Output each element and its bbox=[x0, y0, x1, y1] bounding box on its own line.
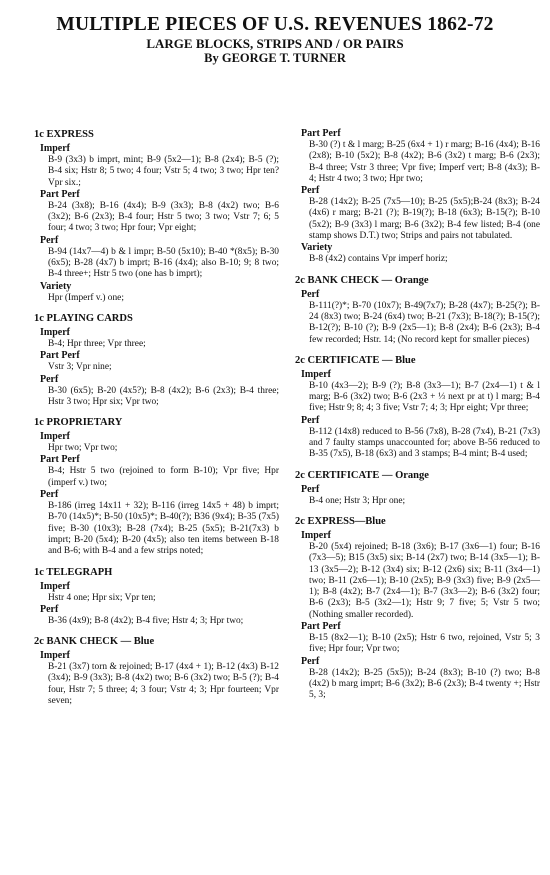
listing-group bbox=[40, 189, 279, 235]
stamp-section bbox=[34, 566, 279, 628]
article-columns bbox=[34, 128, 540, 715]
listing-text: B-36 (4x9); B-8 (4x2); B-4 five; Hstr 4; 3; Hpr two; bbox=[48, 615, 244, 626]
listing-text: B-28 (14x2); B-25 (7x5—10); B-25 (5x5);B-24 (8x3); B-24 (4x6) r marg; B-21 (?); B-19(?); B-18 (6x3); B-15(?); B-10 (5x2); B-9 (3x3) l marg; B-6 (3x2); B-4 few listed; B-4 (one stamp shows D.T.) two; Strips and pairs not tabulated. bbox=[309, 197, 540, 242]
listing-text: B-30 (?) t & l marg; B-25 (6x4 + 1) r marg; B-16 (4x4); B-16 (2x8); B-10 (5x2); B-8 (4x2); B-6 (3x2) t marg; B-6 (2x3); B-4 three; Vstr 3 three; Vpr five; Imperf vert; B-8 (4x3); B-4; Hstr 4 two; 3 two; Hpr two; bbox=[309, 140, 540, 184]
listing-text: Hstr 4 one; Hpr six; Vpr ten; bbox=[48, 592, 156, 603]
listing-text: Hpr two; Vpr two; bbox=[48, 443, 118, 454]
listing-text: B-10 (4x3—2); B-9 (?); B-8 (3x3—1); B-7 (2x4—1) t & l marg; B-6 (3x2) two; B-6 (2x3 + ⅓ next pr at t) l marg; B-4 five; Hstr 9; 8; 4; 3 five; Vstr 7; 4; 3; Hpr eight; Vpr three; bbox=[309, 380, 540, 414]
listing-group bbox=[40, 281, 279, 304]
stamp-section bbox=[295, 469, 540, 507]
listing-text: B-4 one; Hstr 3; Hpr one; bbox=[309, 495, 406, 506]
listing-group bbox=[301, 242, 540, 265]
listing-subheading: Part Perf bbox=[40, 454, 80, 466]
listing-subheading: Imperf bbox=[301, 529, 331, 541]
listing-subheading: Part Perf bbox=[301, 621, 341, 633]
listing-text: B-30 (6x5); B-20 (4x5?); B-8 (4x2); B-6 (2x3); B-4 three; Hstr 3 two; Hpr six; Vpr two; bbox=[48, 385, 279, 407]
listing-group bbox=[301, 128, 540, 185]
listing-group bbox=[301, 369, 540, 415]
listing-text: B-8 (4x2) contains Vpr imperf horiz; bbox=[309, 254, 448, 265]
listing-subheading: Part Perf bbox=[40, 350, 80, 362]
stamp-section bbox=[34, 416, 279, 557]
listing-group bbox=[40, 235, 279, 281]
listing-subheading: Imperf bbox=[40, 580, 70, 592]
section-heading: 2c BANK CHECK — Blue bbox=[34, 636, 155, 648]
section-heading: 1c PROPRIETARY bbox=[34, 417, 123, 429]
listing-subheading: Imperf bbox=[40, 326, 70, 338]
listing-subheading: Imperf bbox=[301, 368, 331, 380]
stamp-section bbox=[34, 312, 279, 408]
listing-subheading: Perf bbox=[40, 603, 59, 615]
listing-subheading: Perf bbox=[301, 483, 320, 495]
listing-text: B-24 (3x8); B-16 (4x4); B-9 (3x3); B-8 (4x2) two; B-6 (3x2); B-6 (2x3); B-4 four; Hstr 5 two; 3 two; Vstr 7; 6; 5 four; 4 two; 3 two; Hpr four; Vpr eight; bbox=[48, 200, 279, 234]
listing-text: B-4; Hpr three; Vpr three; bbox=[48, 338, 146, 349]
listing-group bbox=[40, 143, 279, 189]
article-author: By GEORGE T. TURNER bbox=[204, 51, 346, 65]
listing-subheading: Imperf bbox=[40, 143, 70, 154]
listing-group bbox=[40, 374, 279, 409]
listing-subheading: Perf bbox=[40, 373, 59, 385]
right-column bbox=[295, 128, 540, 715]
listing-subheading: Part Perf bbox=[301, 128, 341, 139]
listing-group bbox=[301, 289, 540, 346]
listing-subheading: Variety bbox=[301, 242, 333, 254]
listing-text: Hpr (Imperf v.) one; bbox=[48, 292, 124, 303]
listing-group bbox=[301, 415, 540, 461]
listing-group bbox=[301, 621, 540, 656]
listing-text: B-21 (3x7) torn & rejoined; B-17 (4x4 + 1); B-12 (4x3) B-12 (3x4); B-9 (3x3); B-8 (4x2) two; B-6 (3x2) two; B-5 (?); B-4 four, Hstr 7; 5 three; 4; 3 four; Vstr 4; 3; Hpr fourteen; Vpr seven; bbox=[48, 662, 279, 707]
listing-subheading: Imperf bbox=[40, 431, 70, 443]
listing-text: B-28 (14x2); B-25 (5x5)); B-24 (8x3); B-10 (?) two; B-8 (4x2) b marg imprt; B-6 (3x2); B-6 (2x3); B-4 twenty +; Hstr 5, 3; bbox=[309, 667, 540, 701]
listing-text: B-4; Hstr 5 two (rejoined to form B-10); Vpr five; Hpr (imperf v.) two; bbox=[48, 466, 279, 488]
listing-group bbox=[40, 454, 279, 489]
listing-subheading: Perf bbox=[301, 288, 320, 300]
section-heading: 1c EXPRESS bbox=[34, 129, 94, 140]
listing-subheading: Perf bbox=[301, 185, 320, 197]
section-heading: 2c EXPRESS—Blue bbox=[295, 515, 386, 527]
listing-subheading: Perf bbox=[301, 414, 320, 426]
stamp-section bbox=[295, 515, 540, 702]
section-heading: 1c PLAYING CARDS bbox=[34, 312, 133, 324]
listing-text: B-20 (5x4) rejoined; B-18 (3x6); B-17 (3x6—1) four; B-16 (7x3—5); B15 (3x5) six; B-14 (2x7) two; B-14 (3x5—1); B-13 (3x5—2); B-12 (3x4) six; B-12 (2x6) six; B-11 (3x4—1) two; B-11 (2x6—1); B-10 (2x5); B-9 (3x3) five; B-9 (2x5—1); B-8 (4x2); B-7 (2x4—1); B-7 (3x3—2); B-6 (3x2) four; B-6 (2x3); B-5 (3x2—1); Hstr 9; 7 five; 5; Vstr 5 two; (Nothing smaller recorded). bbox=[309, 541, 540, 620]
listing-group bbox=[40, 350, 279, 373]
section-heading: 1c TELEGRAPH bbox=[34, 566, 113, 578]
listing-subheading: Variety bbox=[40, 280, 72, 292]
listing-group bbox=[40, 431, 279, 454]
listing-subheading: Perf bbox=[40, 234, 59, 246]
listing-group bbox=[40, 650, 279, 707]
listing-group bbox=[301, 656, 540, 702]
left-column bbox=[34, 128, 279, 715]
listing-text: B-112 (14x8) reduced to B-56 (7x8), B-28 (7x4), B-21 (7x3) and 7 faulty stamps unaccounted for; above B-56 reduced to B-35 (7x5), B-18 (6x3) and 3 stamps; B-4 mint; B-4 used; bbox=[309, 426, 540, 460]
stamp-section bbox=[295, 354, 540, 461]
listing-subheading: Part Perf bbox=[40, 188, 80, 200]
listing-text: Vstr 3; Vpr nine; bbox=[48, 362, 112, 373]
listing-group bbox=[40, 327, 279, 350]
article-header bbox=[0, 0, 550, 66]
listing-text: B-94 (14x7—4) b & l impr; B-50 (5x10); B-40 *(8x5); B-30 (6x5); B-28 (4x7) b imprt; B-16 (4x4); also B-10; 9; 8 two; B-4 three+; Hstr 5 two (one has b imprt); bbox=[48, 246, 279, 280]
listing-group bbox=[40, 581, 279, 604]
section-heading: 2c BANK CHECK — Orange bbox=[295, 274, 429, 286]
listing-text: B-111(?)*; B-70 (10x7); B-49(7x7); B-28 (4x7); B-25(?); B-24 (8x3) two; B-24 (6x4) two; B-21 (7x3); B-18(?); B-15(?); B-12(?); B-10 (?); B-9 (2x5—1); B-8 (2x4); B-6 (2x3); B-4 few recorded; Hstr. 14; (No record kept for smaller pieces) bbox=[309, 300, 540, 345]
article-subtitle: LARGE BLOCKS, STRIPS AND / OR PAIRS bbox=[146, 36, 404, 51]
section-heading: 2c CERTIFICATE — Blue bbox=[295, 354, 416, 366]
listing-group bbox=[301, 484, 540, 507]
stamp-section bbox=[34, 128, 279, 304]
stamp-section bbox=[295, 274, 540, 346]
listing-subheading: Imperf bbox=[40, 650, 70, 662]
listing-group bbox=[40, 489, 279, 557]
listing-subheading: Perf bbox=[301, 655, 320, 667]
listing-group bbox=[301, 185, 540, 242]
listing-text: B-9 (3x3) b imprt, mint; B-9 (5x2—1); B-8 (2x4); B-5 (?); B-4 six; Hstr 8; 5 two; 4 four; Vstr 5; 4 two; 3 two; Hpr ten? Vpr six.; bbox=[48, 155, 279, 188]
stamp-section bbox=[295, 128, 540, 266]
section-heading: 2c CERTIFICATE — Orange bbox=[295, 469, 429, 481]
listing-text: B-15 (8x2—1); B-10 (2x5); Hstr 6 two, rejoined, Vstr 5; 3 five; Hpr four; Vpr two; bbox=[309, 633, 540, 655]
listing-subheading: Perf bbox=[40, 489, 59, 501]
listing-group bbox=[301, 530, 540, 621]
listing-text: B-186 (irreg 14x11 + 32); B-116 (irreg 14x5 + 48) b imprt; B-70 (14x5)*; B-50 (10x5)*; B-40(?); B36 (9x4); B-35 (7x5) five; B-30 (10x3); B-28 (7x4); B-25 (5x5); B-21(7x3) b imprt; B-20 (5x4); B-20 (4x5); also ten items between B-18 and B-6; with B-4 and a few strips noted; bbox=[48, 501, 279, 557]
article-title: MULTIPLE PIECES OF U.S. REVENUES 1862-72 bbox=[56, 14, 494, 35]
stamp-section bbox=[34, 635, 279, 707]
listing-group bbox=[40, 604, 279, 627]
